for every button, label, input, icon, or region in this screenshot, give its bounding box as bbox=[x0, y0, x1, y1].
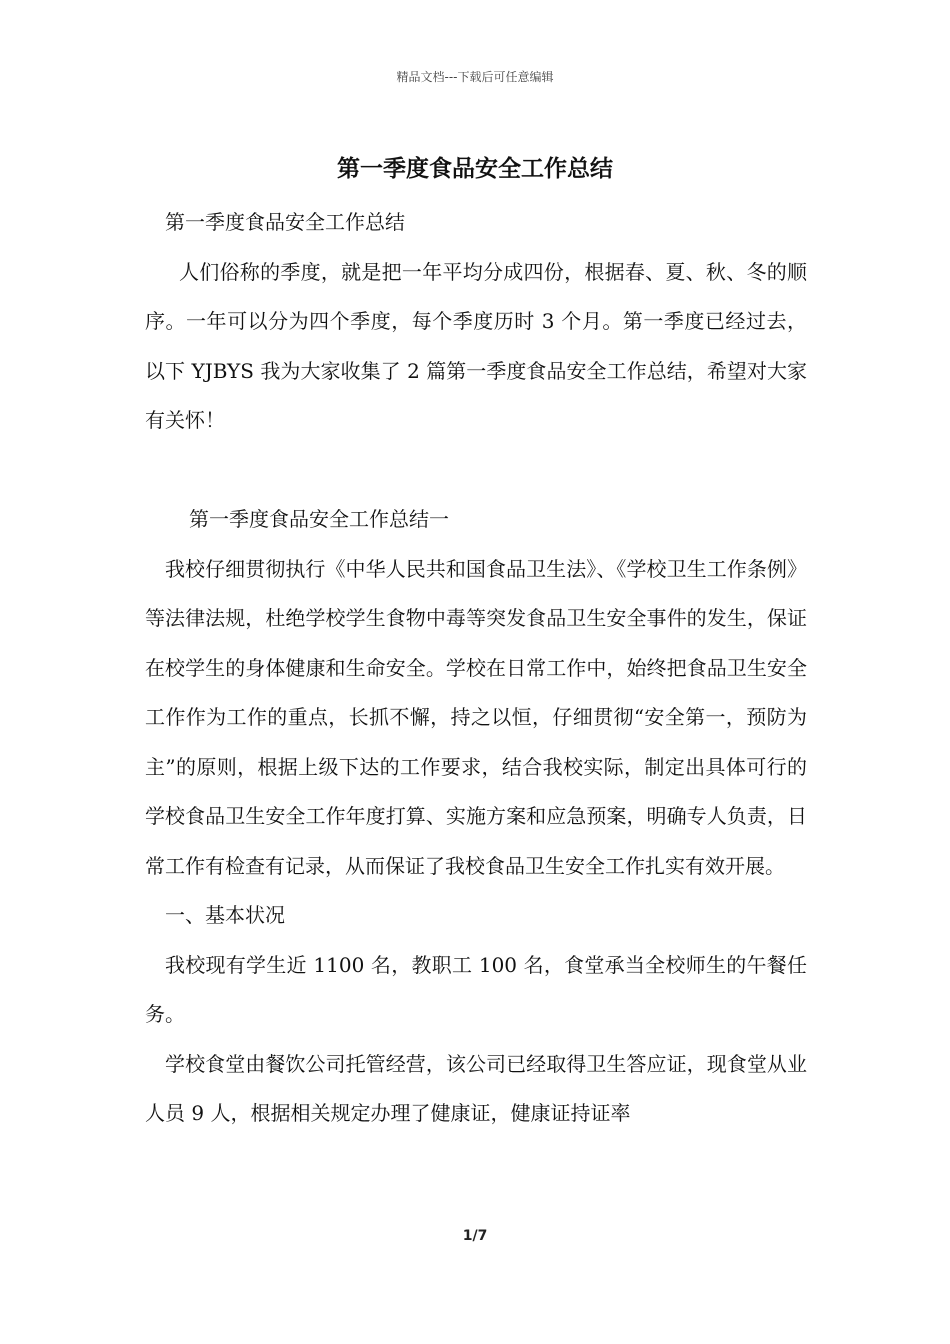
paragraph-gap bbox=[145, 446, 807, 496]
body-paragraph: 我校现有学生近 1100 名，教职工 100 名，食堂承当全校师生的午餐任务。 bbox=[145, 952, 807, 1026]
page-current: 1 bbox=[462, 1228, 473, 1244]
section-heading: 第一季度食品安全工作总结一 bbox=[189, 507, 449, 531]
document-title: 第一季度食品安全工作总结 bbox=[337, 156, 613, 182]
document-body bbox=[145, 198, 807, 1139]
body-paragraph: 学校食堂由餐饮公司托管经营，该公司已经取得卫生答应证，现食堂从业人员 9 人，根据相关规定办理了健康证，健康证持证率 bbox=[145, 1051, 807, 1125]
page-separator: / bbox=[472, 1228, 478, 1244]
page-header: 精品文档---下载后可任意编辑 bbox=[396, 70, 554, 84]
intro-paragraph: 人们俗称的季度，就是把一年平均分成四份，根据春、夏、秋、冬的顺序。一年可以分为四个季度，每个季度历时 3 个月。第一季度已经过去，以下 YJBYS 我为大家收集了 2 篇第一季度食品安全工作总结，希望对大家有关怀！ bbox=[145, 259, 807, 432]
page-number bbox=[0, 1228, 950, 1244]
body-paragraph: 我校仔细贯彻执行《中华人民共和国食品卫生法》、《学校卫生工作条例》等法律法规，杜绝学校学生食物中毒等突发食品卫生安全事件的发生，保证在校学生的身体健康和生命安全。学校在日常工作中，始终把食品卫生安全工作作为工作的重点，长抓不懈，持之以恒，仔细贯彻“安全第一，预防为主”的原则，根据上级下达的工作要求，结合我校实际，制定出具体可行的学校食品卫生安全工作年度打算、实施方案和应急预案，明确专人负责，日常工作有检查有记录，从而保证了我校食品卫生安全工作扎实有效开展。 bbox=[145, 556, 807, 878]
page-total: 7 bbox=[477, 1228, 488, 1244]
section-heading: 一、基本状况 bbox=[165, 903, 285, 927]
subtitle-paragraph: 第一季度食品安全工作总结 bbox=[165, 210, 405, 234]
